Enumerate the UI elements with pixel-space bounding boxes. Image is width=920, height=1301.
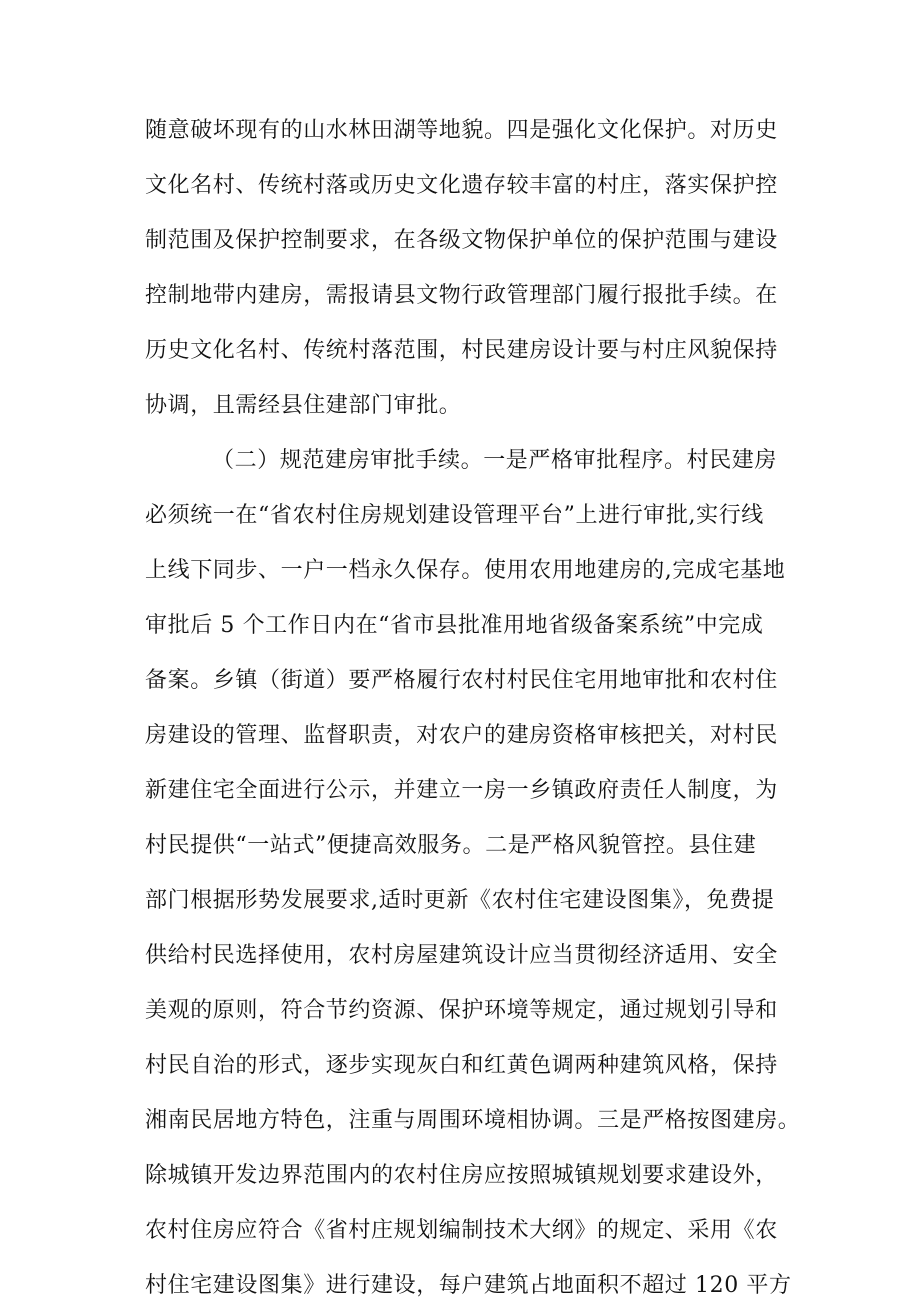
body-text-line: 上线下同步、一户一档永久保存。使用农用地建房的,完成宅基地 [145,558,786,583]
section-heading-line: （二）规范建房审批手续。一是严格审批程序。村民建房 [212,448,778,473]
body-text-line: 农村住房应符合《省村庄规划编制技术大纲》的规定、采用《农 [145,1218,778,1243]
body-text-line: 村民提供“一站式”便捷高效服务。二是严格风貌管控。县住建 [145,833,757,858]
body-text-line: 房建设的管理、监督职责，对农户的建房资格审核把关，对村民 [145,723,778,748]
body-text-line: 新建住宅全面进行公示，并建立一房一乡镇政府责任人制度，为 [145,778,778,803]
body-text-line: 湘南民居地方特色，注重与周围环境相协调。三是严格按图建房。 [145,1108,801,1133]
body-text-line: 控制地带内建房，需报请县文物行政管理部门履行报批手续。在 [145,283,778,308]
body-text-line: 美观的原则，符合节约资源、保护环境等规定，通过规划引导和 [145,998,778,1023]
body-text-line: 供给村民选择使用，农村房屋建筑设计应当贯彻经济适用、安全 [145,943,778,968]
body-text-line: 随意破坏现有的山水林田湖等地貌。四是强化文化保护。对历史 [145,118,778,143]
body-text-line: 除城镇开发边界范围内的农村住房应按照城镇规划要求建设外， [145,1163,778,1188]
body-text-line: 部门根据形势发展要求,适时更新《农村住宅建设图集》，免费提 [145,888,775,913]
body-text-line: 文化名村、传统村落或历史文化遗存较丰富的村庄，落实保护控 [145,173,778,198]
body-text-line: 村住宅建设图集》进行建设，每户建筑占地面积不超过 120 平方 [145,1273,792,1298]
body-text-line: 村民自治的形式，逐步实现灰白和红黄色调两种建筑风格，保持 [145,1053,778,1078]
body-text-line: 制范围及保护控制要求，在各级文物保护单位的保护范围与建设 [145,228,778,253]
body-text-line: 历史文化名村、传统村落范围，村民建房设计要与村庄风貌保持 [145,338,778,363]
body-text-line: 协调，且需经县住建部门审批。 [145,393,462,418]
body-text-line: 审批后 5 个工作日内在“省市县批准用地省级备案系统”中完成 [145,613,764,638]
body-text-line: 必须统一在“省农村住房规划建设管理平台”上进行审批,实行线 [145,503,764,528]
body-text-line: 备案。乡镇（街道）要严格履行农村村民住宅用地审批和农村住 [145,668,778,693]
